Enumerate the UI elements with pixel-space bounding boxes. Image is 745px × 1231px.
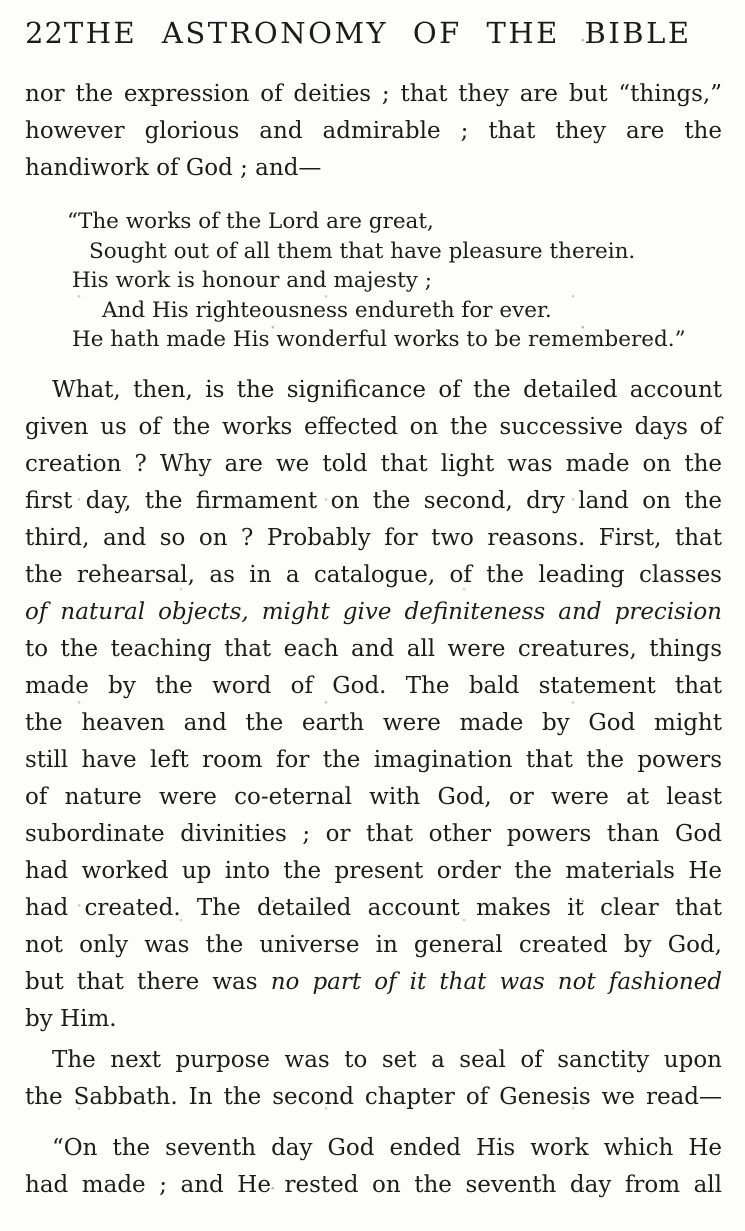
text-line: creation ? Why are we told that light was made on the — [25, 450, 722, 477]
verse-line: His work is honour and majesty ; — [72, 268, 433, 293]
verse-line: And His righteousness endureth for ever. — [102, 297, 552, 323]
text-line: of nature were co-eternal with God, or were at least — [25, 783, 722, 810]
text-line: What, then, is the significance of the detailed account — [52, 376, 722, 403]
verse-line: “The works of the Lord are great, — [67, 209, 434, 234]
text-line: not only was the universe in general created by God, — [25, 931, 722, 958]
text-line: had created. The detailed account makes it clear that — [25, 894, 722, 921]
text-line: handiwork of God ; and— — [25, 155, 322, 181]
text-line — [25, 964, 722, 1001]
text-line: to the teaching that each and all were creatures, things — [25, 635, 722, 662]
paragraph-3 — [25, 1042, 722, 1116]
text-line: the heaven and the earth were made by God might — [25, 709, 722, 736]
text-line: The next purpose was to set a seal of sanctity upon — [52, 1046, 722, 1073]
text-segment-italic: no part of it that was not fashioned — [270, 968, 723, 995]
text-line: subordinate divinities ; or that other powers than God — [25, 820, 722, 847]
text-line: nor the expression of deities ; that they are but “things,” — [25, 81, 722, 107]
text-line: the Sabbath. In the second chapter of Genesis we read— — [25, 1083, 722, 1110]
text-line: third, and so on ? Probably for two reasons. First, that — [25, 524, 722, 551]
text-line: had made ; and He rested on the seventh day from all — [25, 1171, 722, 1198]
text-line: “On the seventh day God ended His work which He — [52, 1134, 722, 1161]
text-line: had worked up into the present order the materials He — [25, 857, 722, 884]
text-line: by Him. — [25, 1005, 117, 1032]
paragraph-2 — [25, 372, 722, 1038]
text-line: made by the word of God. The bald statement that — [25, 672, 722, 699]
running-title: THE ASTRONOMY OF THE BIBLE — [63, 16, 692, 50]
page-header — [25, 16, 722, 56]
verse-line: He hath made His wonderful works to be remembered.” — [72, 327, 686, 352]
text-segment: but that there was — [25, 968, 271, 995]
text-line: given us of the works effected on the successive days of — [25, 413, 722, 440]
paragraph-1 — [25, 76, 722, 187]
text-line: first day, the firmament on the second, dry land on the — [25, 487, 722, 514]
text-line: the rehearsal, as in a catalogue, of the leading classes — [25, 561, 722, 588]
verse-line: Sought out of all them that have pleasure therein. — [89, 238, 636, 264]
text-line-italic: of natural objects, might give definiteness and precision — [25, 598, 722, 625]
page-number: 22 — [25, 16, 64, 50]
paragraph-4-scripture — [25, 1130, 722, 1204]
verse-quote — [67, 207, 722, 355]
text-line: still have left room for the imagination that the powers — [25, 746, 722, 773]
text-line: however glorious and admirable ; that they are the — [25, 118, 722, 144]
